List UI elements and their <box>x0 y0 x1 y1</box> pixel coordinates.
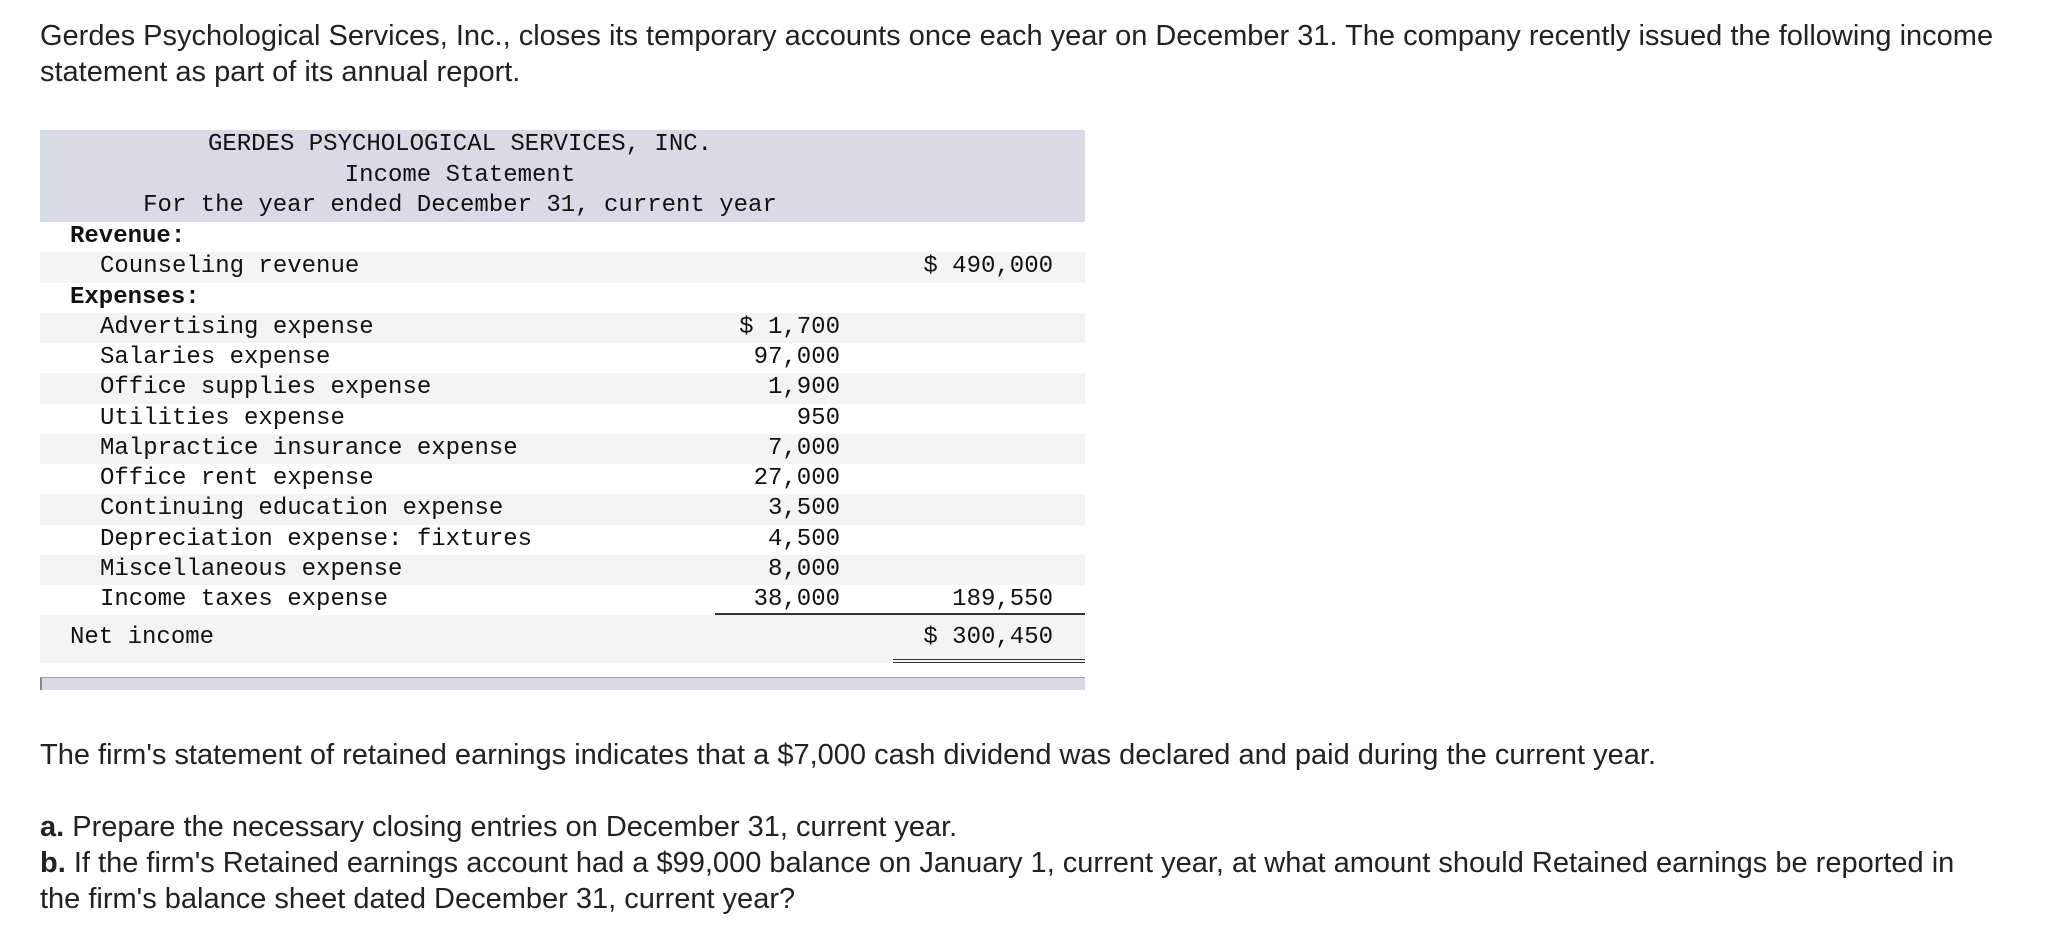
expense-row <box>40 464 1085 494</box>
expense-row <box>40 494 1085 524</box>
income-statement-table <box>40 130 1085 690</box>
expense-label: Advertising expense <box>100 313 374 341</box>
revenue-amount: $ 490,000 <box>923 253 1053 281</box>
question-a <box>40 809 2000 845</box>
total-expenses-amount: 189,550 <box>952 586 1053 613</box>
expense-row <box>40 434 1085 464</box>
statement-title: Income Statement <box>344 161 576 189</box>
expense-row <box>40 585 1085 615</box>
expense-row <box>40 313 1085 343</box>
horizontal-scrollbar[interactable] <box>40 677 1085 690</box>
expense-row <box>40 404 1085 434</box>
expense-amount: 97,000 <box>753 344 840 371</box>
revenue-heading: Revenue: <box>70 223 186 250</box>
statement-header <box>40 130 1085 222</box>
net-income-label: Net income <box>70 624 215 652</box>
expense-amount: $ 1,700 <box>739 313 840 341</box>
expense-label: Depreciation expense: fixtures <box>100 525 533 553</box>
expense-label: Salaries expense <box>100 344 331 371</box>
intro-paragraph: Gerdes Psychological Services, Inc., closes its temporary accounts once each year on December 31. The company recently issued the following income statement as part of its annual report. <box>40 20 1994 88</box>
expense-amount: 3,500 <box>767 495 840 523</box>
expense-label: Office supplies expense <box>100 374 432 402</box>
expense-amount: 1,900 <box>767 374 840 402</box>
revenue-heading-row <box>40 222 1085 252</box>
expense-row <box>40 373 1085 403</box>
expenses-heading-row <box>40 283 1085 313</box>
expense-label: Office rent expense <box>100 465 374 492</box>
expense-amount: 38,000 <box>753 586 840 613</box>
expense-row <box>40 525 1085 555</box>
expenses-heading: Expenses: <box>70 283 200 311</box>
expense-amount: 8,000 <box>767 555 840 583</box>
expense-label: Income taxes expense <box>100 586 389 613</box>
question-b <box>40 845 1980 917</box>
expense-amount: 7,000 <box>767 434 840 462</box>
question-b-text: If the firm's Retained earnings account had a $99,000 balance on January 1, current year, at what amount should Retained earnings be reported in the firm's balance sheet dated December 31, current year? <box>40 847 1955 915</box>
expense-amount: 950 <box>796 404 840 432</box>
question-a-text: Prepare the necessary closing entries on December 31, current year. <box>72 811 958 843</box>
net-income-double-underline <box>893 659 1085 663</box>
dividend-paragraph: The firm's statement of retained earnings indicates that a $7,000 cash dividend was declared and paid during the current year. <box>40 739 1656 771</box>
question-b-marker: b. <box>40 847 66 879</box>
expense-label: Utilities expense <box>100 404 345 432</box>
expense-row <box>40 343 1085 373</box>
expense-amount: 4,500 <box>767 525 840 553</box>
expense-label: Malpractice insurance expense <box>100 434 518 462</box>
net-income-amount: $ 300,450 <box>923 624 1053 652</box>
question-a-marker: a. <box>40 811 65 843</box>
statement-period: For the year ended December 31, current year <box>143 192 777 219</box>
revenue-label: Counseling revenue <box>100 253 360 281</box>
expense-amount: 27,000 <box>753 465 840 492</box>
net-income-row <box>40 615 1085 663</box>
expense-label: Continuing education expense <box>100 495 504 523</box>
company-name: GERDES PSYCHOLOGICAL SERVICES, INC. <box>207 131 713 158</box>
revenue-row <box>40 252 1085 282</box>
expense-row <box>40 555 1085 585</box>
expense-label: Miscellaneous expense <box>100 555 403 583</box>
